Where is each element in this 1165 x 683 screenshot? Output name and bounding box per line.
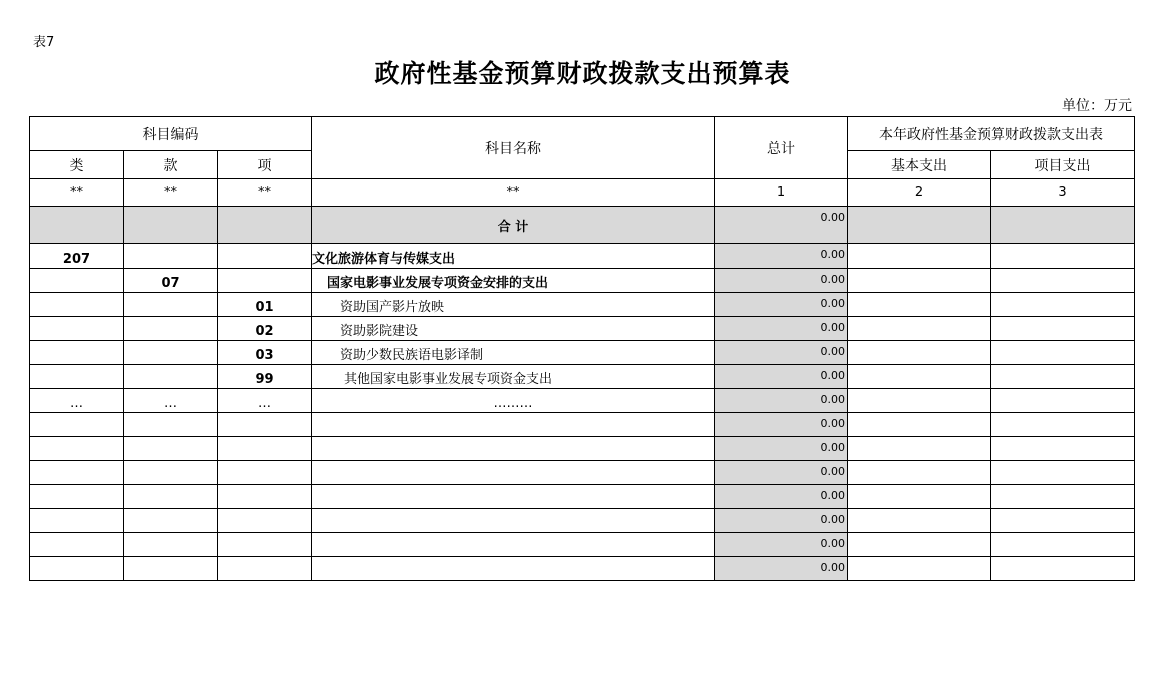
table-row: [30, 317, 1135, 341]
index-cell: 2: [848, 179, 991, 207]
cell-kuan: [124, 293, 218, 317]
cell-project: [991, 365, 1135, 389]
cell-kuan: [124, 341, 218, 365]
cell-project: [991, 341, 1135, 365]
cell-name: [312, 413, 715, 437]
cell-basic: [848, 293, 991, 317]
cell-total: 0.00: [715, 365, 848, 389]
cell-basic: [848, 557, 991, 581]
cell-xiang: [218, 269, 312, 293]
cell-total: 0.00: [715, 293, 848, 317]
cell-total: 0.00: [715, 437, 848, 461]
cell-basic: [848, 437, 991, 461]
cell-project: [991, 461, 1135, 485]
cell-name: [312, 461, 715, 485]
table-number: 表7: [33, 35, 55, 50]
cell-total: 0.00: [715, 557, 848, 581]
table-row: [30, 269, 1135, 293]
cell-xiang: …: [218, 389, 312, 413]
table-row: [30, 533, 1135, 557]
cell-total: 0.00: [715, 244, 848, 269]
cell-name: 资助国产影片放映: [312, 293, 715, 317]
cell-name: 资助少数民族语电影译制: [312, 341, 715, 365]
cell-lei: [30, 317, 124, 341]
cell-total: 0.00: [715, 269, 848, 293]
cell-project: [991, 437, 1135, 461]
cell-name: 其他国家电影事业发展专项资金支出: [312, 365, 715, 389]
table-row: [30, 293, 1135, 317]
cell-total: 0.00: [715, 413, 848, 437]
header-subject-code: 科目编码: [30, 117, 312, 151]
cell-name: [312, 437, 715, 461]
cell-kuan: [124, 533, 218, 557]
cell-kuan: [124, 244, 218, 269]
cell-lei: [30, 485, 124, 509]
cell-basic: [848, 365, 991, 389]
sum-cell: [991, 207, 1135, 244]
cell-xiang: 03: [218, 341, 312, 365]
cell-kuan: …: [124, 389, 218, 413]
cell-total: 0.00: [715, 533, 848, 557]
cell-basic: [848, 341, 991, 365]
cell-project: [991, 557, 1135, 581]
cell-name: ………: [312, 389, 715, 413]
index-cell: **: [124, 179, 218, 207]
budget-table: [29, 116, 1135, 581]
cell-project: [991, 533, 1135, 557]
cell-name: [312, 533, 715, 557]
index-cell: 3: [991, 179, 1135, 207]
cell-total: 0.00: [715, 461, 848, 485]
index-cell: 1: [715, 179, 848, 207]
cell-basic: [848, 533, 991, 557]
cell-total: 0.00: [715, 341, 848, 365]
cell-kuan: [124, 365, 218, 389]
cell-project: [991, 269, 1135, 293]
cell-lei: …: [30, 389, 124, 413]
cell-xiang: [218, 413, 312, 437]
sum-total: 0.00: [715, 207, 848, 244]
header-basic: 基本支出: [848, 151, 991, 179]
header-group-title: 本年政府性基金预算财政拨款支出表: [848, 117, 1135, 151]
cell-total: 0.00: [715, 509, 848, 533]
cell-basic: [848, 413, 991, 437]
table-row: [30, 485, 1135, 509]
cell-xiang: [218, 244, 312, 269]
cell-total: 0.00: [715, 317, 848, 341]
cell-name: [312, 557, 715, 581]
cell-kuan: 07: [124, 269, 218, 293]
table-row: [30, 437, 1135, 461]
index-cell: **: [30, 179, 124, 207]
cell-basic: [848, 461, 991, 485]
header-xiang: 项: [218, 151, 312, 179]
sum-label: 合 计: [312, 207, 715, 244]
cell-basic: [848, 244, 991, 269]
cell-name: 文化旅游体育与传媒支出: [312, 244, 715, 269]
cell-kuan: [124, 557, 218, 581]
cell-kuan: [124, 437, 218, 461]
table-row: [30, 509, 1135, 533]
cell-name: [312, 509, 715, 533]
table-row: [30, 557, 1135, 581]
cell-lei: [30, 269, 124, 293]
sum-row: [30, 207, 1135, 244]
table-row: [30, 341, 1135, 365]
cell-basic: [848, 389, 991, 413]
cell-basic: [848, 269, 991, 293]
cell-xiang: 01: [218, 293, 312, 317]
cell-lei: 207: [30, 244, 124, 269]
table-row: [30, 461, 1135, 485]
cell-kuan: [124, 413, 218, 437]
cell-basic: [848, 317, 991, 341]
cell-xiang: 99: [218, 365, 312, 389]
cell-xiang: [218, 509, 312, 533]
cell-project: [991, 485, 1135, 509]
cell-total: 0.00: [715, 389, 848, 413]
cell-kuan: [124, 485, 218, 509]
header-lei: 类: [30, 151, 124, 179]
page-title: 政府性基金预算财政拨款支出预算表: [374, 59, 791, 88]
cell-lei: [30, 557, 124, 581]
cell-kuan: [124, 317, 218, 341]
cell-project: [991, 317, 1135, 341]
table-row: [30, 413, 1135, 437]
cell-xiang: [218, 461, 312, 485]
cell-lei: [30, 341, 124, 365]
cell-project: [991, 389, 1135, 413]
cell-name: 国家电影事业发展专项资金安排的支出: [312, 269, 715, 293]
sum-cell: [218, 207, 312, 244]
index-cell: **: [218, 179, 312, 207]
cell-lei: [30, 365, 124, 389]
cell-kuan: [124, 509, 218, 533]
cell-lei: [30, 509, 124, 533]
header-total: 总计: [715, 117, 848, 179]
cell-basic: [848, 485, 991, 509]
sum-cell: [848, 207, 991, 244]
cell-xiang: 02: [218, 317, 312, 341]
header-subject-name: 科目名称: [312, 117, 715, 179]
cell-xiang: [218, 485, 312, 509]
index-cell: **: [312, 179, 715, 207]
cell-xiang: [218, 533, 312, 557]
cell-lei: [30, 437, 124, 461]
header-kuan: 款: [124, 151, 218, 179]
sum-cell: [30, 207, 124, 244]
cell-project: [991, 509, 1135, 533]
cell-project: [991, 293, 1135, 317]
cell-basic: [848, 509, 991, 533]
cell-xiang: [218, 437, 312, 461]
index-row: [30, 179, 1135, 207]
cell-xiang: [218, 557, 312, 581]
cell-project: [991, 244, 1135, 269]
table-row: [30, 244, 1135, 269]
header-project: 项目支出: [991, 151, 1135, 179]
sum-cell: [124, 207, 218, 244]
cell-lei: [30, 293, 124, 317]
unit-label: 单位：万元: [1062, 98, 1132, 114]
table-row: [30, 365, 1135, 389]
cell-total: 0.00: [715, 485, 848, 509]
cell-kuan: [124, 461, 218, 485]
cell-name: [312, 485, 715, 509]
table-row: [30, 389, 1135, 413]
cell-project: [991, 413, 1135, 437]
cell-lei: [30, 461, 124, 485]
cell-lei: [30, 533, 124, 557]
cell-lei: [30, 413, 124, 437]
cell-name: 资助影院建设: [312, 317, 715, 341]
